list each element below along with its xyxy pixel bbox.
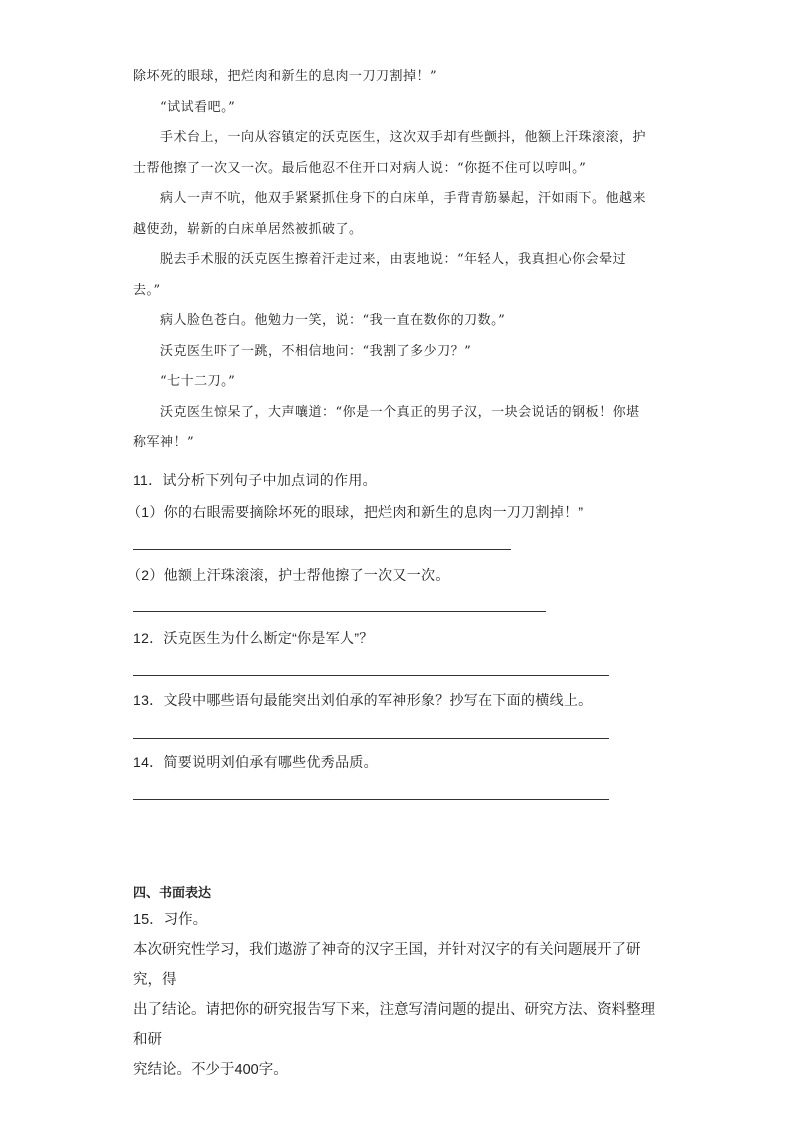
writing-prompt-line: 究结论。不少于400字。 [133,1062,288,1078]
passage-line: 手术台上，一向从容镇定的沃克医生，这次双手却有些颤抖，他额上汗珠滚滚，护 [160,130,647,145]
answer-line-14[interactable] [133,799,609,800]
question-11-2: （2）他额上汗珠滚滚，护士帮他擦了一次又一次。 [127,567,450,583]
writing-task [133,905,663,1085]
passage-line: 脱去手术服的沃克医生擦着汗走过来，由衷地说：“年轻人，我真担心你会晕过 [160,252,627,267]
passage-line: 士帮他擦了一次又一次。最后他忍不住开口对病人说：“你挺不住可以哼叫。” [133,160,587,176]
question-12: 12．沃克医生为什么断定“你是军人”？ [133,630,374,646]
question-11-1: （1）你的右眼需要摘除坏死的眼球，把烂肉和新生的息肉一刀刀割掉！” [127,504,584,520]
passage-line: 去。” [133,282,161,298]
question-13: 13．文段中哪些语句最能突出刘伯承的军神形象？抄写在下面的横线上。 [133,692,593,708]
passage-line: 称军神！” [133,435,195,450]
passage-line: 沃克医生吓了一跳，不相信地问：“我割了多少刀？” [160,343,472,359]
answer-line-11-1[interactable] [133,549,511,550]
passage-line: 除坏死的眼球，把烂肉和新生的息肉一刀刀割掉！” [133,69,438,84]
passage-line: “试试看吧。” [160,99,236,115]
answer-line-12[interactable] [133,675,609,676]
question-14: 14．简要说明刘伯承有哪些优秀品质。 [133,754,378,770]
passage-line: 沃克医生惊呆了，大声嚷道：“你是一个真正的男子汉，一块会说话的钢板！你堪 [160,404,640,420]
question-15: 15．习作。 [133,912,208,928]
passage-line: 病人脸色苍白。他勉力一笑，说：“我一直在数你的刀数。” [160,313,506,328]
passage-line: 越使劲，崭新的白床单居然被抓破了。 [133,221,363,237]
passage-line: “七十二刀。” [160,374,236,389]
writing-prompt-line: 出了结论。请把你的研究报告写下来，注意写清问题的提出、研究方法、资料整理和研 [133,1002,655,1048]
section-title: 四、书面表达 [133,885,212,900]
passage-line: 病人一声不吭，他双手紧紧抓住身下的白床单，手背青筋暴起，汗如雨下。他越来 [160,191,647,206]
answer-line-11-2[interactable] [133,611,546,612]
reading-passage [133,62,665,459]
question-11: 11．试分析下列句子中加点词的作用。 [133,472,377,488]
answer-line-13[interactable] [133,738,609,739]
writing-prompt-line: 本次研究性学习，我们遨游了神奇的汉字王国，并针对汉字的有关问题展开了研究，得 [133,942,641,988]
